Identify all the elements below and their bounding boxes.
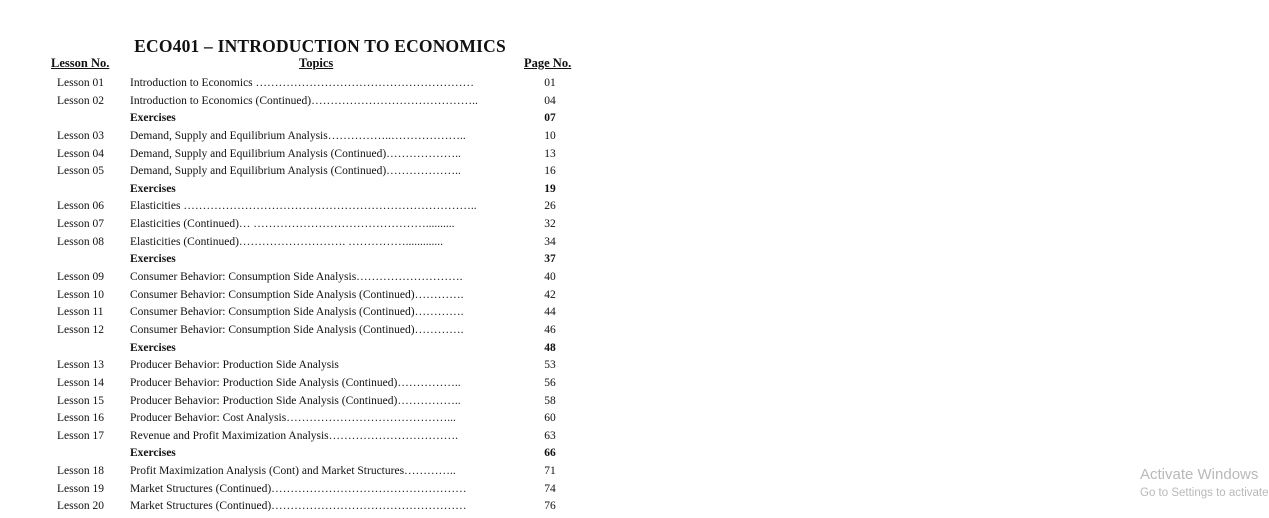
lesson-number: Lesson 12 bbox=[57, 323, 104, 336]
page-number: 19 bbox=[544, 182, 556, 195]
topic-text: Demand, Supply and Equilibrium Analysis (Continued)……………….. bbox=[130, 147, 461, 160]
topic-text: Introduction to Economics ………………………………………………… bbox=[130, 77, 475, 89]
page-number: 16 bbox=[544, 165, 556, 178]
topic-text: Profit Maximization Analysis (Cont) and Market Structures………….. bbox=[130, 465, 456, 478]
exercises-row bbox=[0, 181, 640, 199]
page-number: 76 bbox=[544, 500, 556, 513]
lesson-number: Lesson 13 bbox=[57, 359, 104, 372]
lesson-number: Lesson 04 bbox=[57, 147, 104, 160]
toc-row bbox=[0, 287, 640, 305]
page-number: 40 bbox=[544, 271, 556, 284]
topic-text: Exercises bbox=[130, 447, 176, 460]
page-number: 58 bbox=[544, 394, 556, 407]
lesson-number: Lesson 07 bbox=[57, 218, 104, 231]
page-number: 66 bbox=[544, 447, 556, 460]
toc-row bbox=[0, 75, 640, 93]
exercises-row bbox=[0, 251, 640, 269]
page-number: 63 bbox=[544, 429, 556, 442]
toc-row bbox=[0, 463, 640, 481]
topic-text: Exercises bbox=[130, 182, 176, 195]
toc-row bbox=[0, 128, 640, 146]
page-number: 53 bbox=[544, 359, 556, 372]
topic-text: Exercises bbox=[130, 253, 176, 266]
page-number: 71 bbox=[544, 465, 556, 478]
exercises-row bbox=[0, 340, 640, 358]
lesson-number: Lesson 05 bbox=[57, 165, 104, 178]
topic-text: Producer Behavior: Cost Analysis……………………………………... bbox=[130, 412, 456, 425]
lesson-number: Lesson 19 bbox=[57, 482, 104, 495]
page-number: 44 bbox=[544, 306, 556, 319]
lesson-number: Lesson 10 bbox=[57, 288, 104, 301]
lesson-number: Lesson 02 bbox=[57, 94, 104, 107]
toc-row bbox=[0, 410, 640, 428]
table-of-contents bbox=[0, 75, 640, 516]
topic-text: Consumer Behavior: Consumption Side Analysis (Continued)…………. bbox=[130, 288, 464, 301]
page-number: 37 bbox=[544, 253, 556, 266]
topics-column-header: Topics bbox=[299, 56, 334, 70]
topic-text: Revenue and Profit Maximization Analysis……………………………. bbox=[130, 429, 459, 442]
lesson-column-header: Lesson No. bbox=[51, 56, 110, 70]
topic-text: Elasticities (Continued)………………………. ……………............. bbox=[130, 235, 444, 248]
topic-text: Exercises bbox=[130, 341, 176, 354]
topic-text: Demand, Supply and Equilibrium Analysis (Continued)……………….. bbox=[130, 165, 461, 178]
lesson-number: Lesson 03 bbox=[57, 129, 104, 142]
page-number: 01 bbox=[544, 77, 556, 89]
toc-row bbox=[0, 375, 640, 393]
lesson-number: Lesson 09 bbox=[57, 271, 104, 284]
lesson-number: Lesson 15 bbox=[57, 394, 104, 407]
toc-row bbox=[0, 198, 640, 216]
exercises-row bbox=[0, 110, 640, 128]
page-number: 34 bbox=[544, 235, 556, 248]
page-number: 13 bbox=[544, 147, 556, 160]
lesson-number: Lesson 06 bbox=[57, 200, 104, 213]
page-number: 48 bbox=[544, 341, 556, 354]
watermark-subtitle: Go to Settings to activate bbox=[1140, 487, 1269, 499]
page-number: 10 bbox=[544, 129, 556, 142]
exercises-row bbox=[0, 445, 640, 463]
toc-row bbox=[0, 304, 640, 322]
lesson-number: Lesson 08 bbox=[57, 235, 104, 248]
lesson-number: Lesson 20 bbox=[57, 500, 104, 513]
toc-row bbox=[0, 428, 640, 446]
lesson-number: Lesson 16 bbox=[57, 412, 104, 425]
topic-text: Market Structures (Continued)…………………………………………… bbox=[130, 500, 467, 513]
page-number: 46 bbox=[544, 323, 556, 336]
lesson-number: Lesson 17 bbox=[57, 429, 104, 442]
lesson-number: Lesson 11 bbox=[57, 306, 104, 319]
topic-text: Consumer Behavior: Consumption Side Analysis (Continued)…………. bbox=[130, 323, 464, 336]
topic-text: Introduction to Economics (Continued)…………………………………….. bbox=[130, 94, 478, 107]
lesson-number: Lesson 01 bbox=[57, 77, 104, 89]
page-number: 07 bbox=[544, 112, 556, 125]
toc-row bbox=[0, 269, 640, 287]
topic-text: Producer Behavior: Production Side Analysis (Continued)…………….. bbox=[130, 394, 461, 407]
topic-text: Demand, Supply and Equilibrium Analysis……………..……………….. bbox=[130, 129, 466, 142]
toc-row bbox=[0, 163, 640, 181]
lesson-number: Lesson 18 bbox=[57, 465, 104, 478]
lesson-number: Lesson 14 bbox=[57, 376, 104, 389]
page-number: 04 bbox=[544, 94, 556, 107]
document-title: ECO401 – INTRODUCTION TO ECONOMICS bbox=[134, 36, 506, 56]
topic-text: Exercises bbox=[130, 112, 176, 125]
topic-text: Market Structures (Continued)…………………………………………… bbox=[130, 482, 467, 495]
topic-text: Elasticities (Continued)… ……………………………………….......... bbox=[130, 218, 455, 231]
topic-text: Consumer Behavior: Consumption Side Analysis………………………. bbox=[130, 271, 463, 284]
toc-row bbox=[0, 357, 640, 375]
topic-text: Elasticities ………………………………………………………………….. bbox=[130, 200, 477, 213]
toc-row bbox=[0, 498, 640, 516]
page-number: 74 bbox=[544, 482, 556, 495]
page-number: 60 bbox=[544, 412, 556, 425]
page-number: 26 bbox=[544, 200, 556, 213]
toc-row bbox=[0, 216, 640, 234]
page-number: 56 bbox=[544, 376, 556, 389]
toc-row bbox=[0, 93, 640, 111]
toc-row bbox=[0, 393, 640, 411]
topic-text: Producer Behavior: Production Side Analysis bbox=[130, 359, 339, 372]
page-column-header: Page No. bbox=[524, 56, 572, 70]
topic-text: Producer Behavior: Production Side Analysis (Continued)…………….. bbox=[130, 376, 461, 389]
page-number: 32 bbox=[544, 218, 556, 231]
toc-row bbox=[0, 146, 640, 164]
toc-row bbox=[0, 322, 640, 340]
toc-row bbox=[0, 234, 640, 252]
toc-row bbox=[0, 481, 640, 499]
page-number: 42 bbox=[544, 288, 556, 301]
watermark-title: Activate Windows bbox=[1140, 466, 1259, 483]
topic-text: Consumer Behavior: Consumption Side Analysis (Continued)…………. bbox=[130, 306, 464, 319]
